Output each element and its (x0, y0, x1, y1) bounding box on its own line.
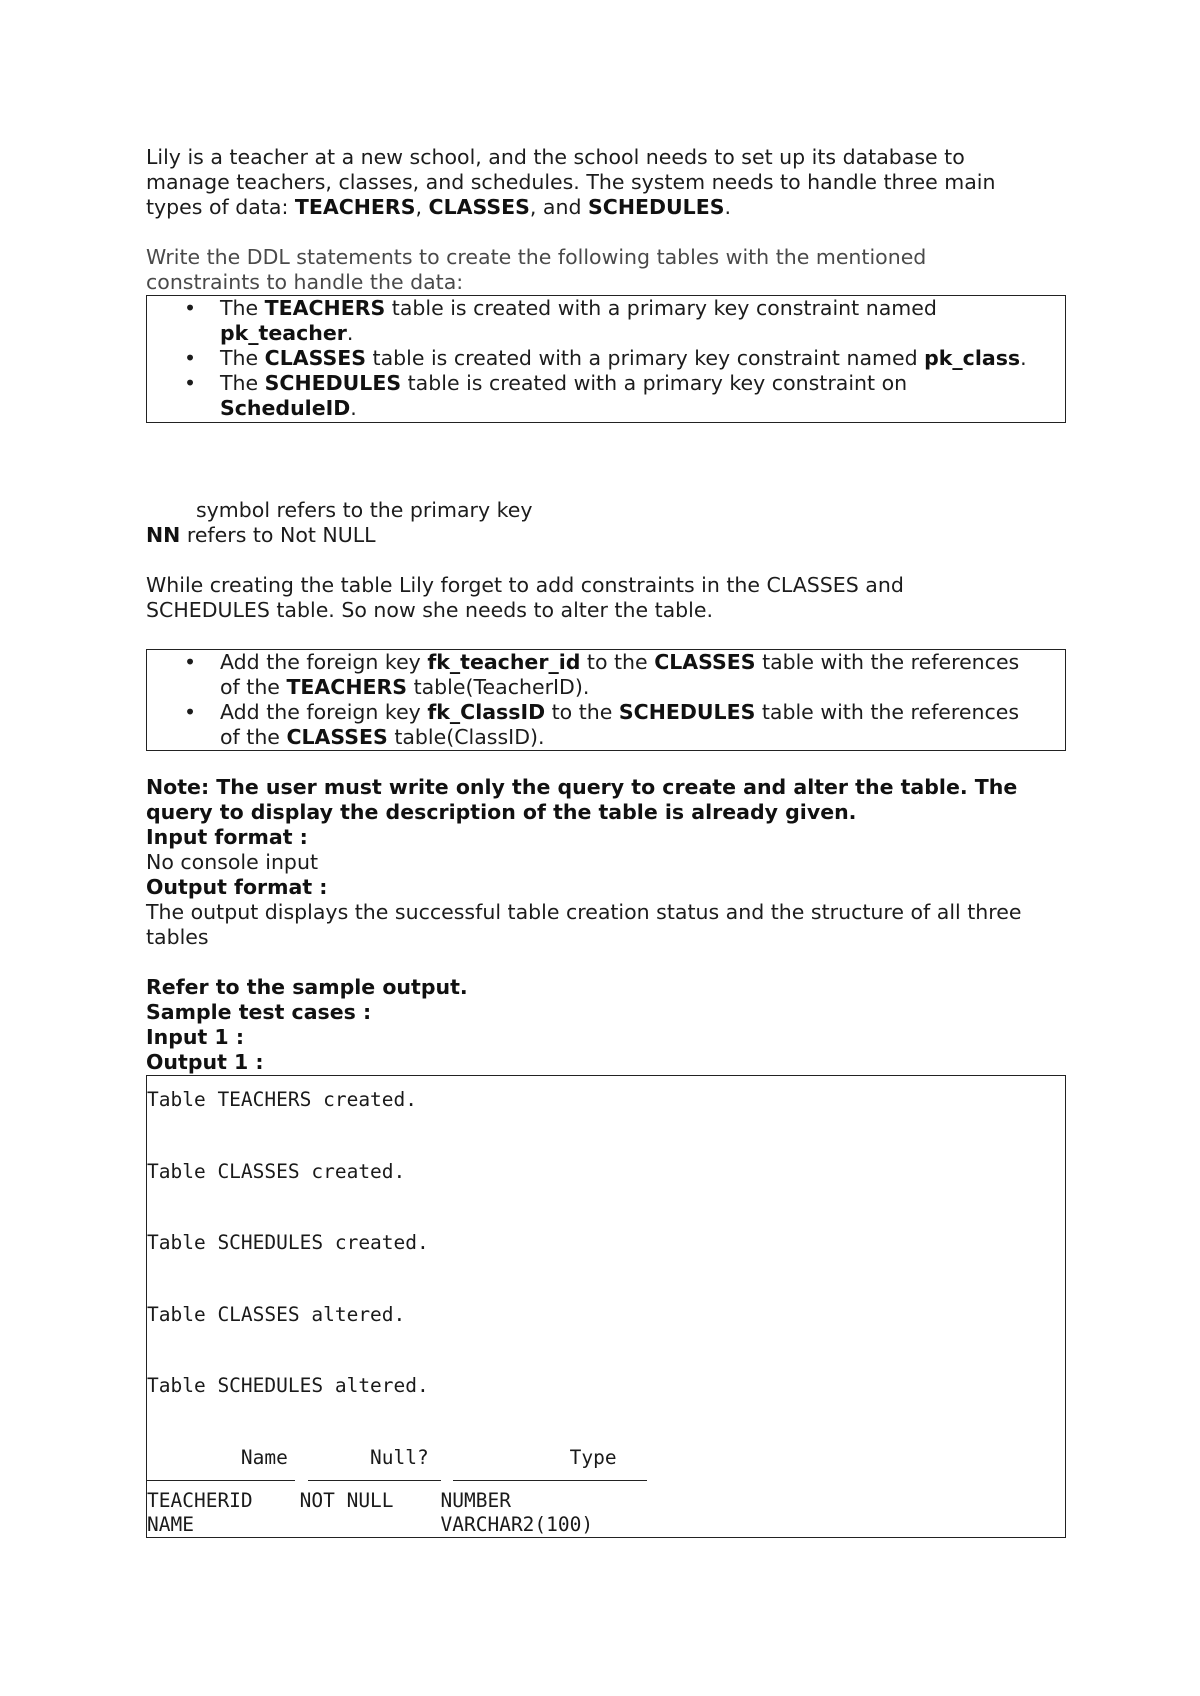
intro-line-3: types of data: TEACHERS, CLASSES, and SCHEDULES. (146, 195, 732, 219)
bullet-icon: • (184, 700, 197, 724)
classes-keyword: CLASSES (428, 195, 530, 219)
output-line-4: Table CLASSES altered. (147, 1302, 406, 1326)
bullet-icon: • (184, 296, 197, 320)
alter-requirements-box (146, 649, 1066, 751)
schedules-keyword: SCHEDULES (588, 195, 725, 219)
requirement-teachers: • The TEACHERS table is created with a primary key constraint named pk_teacher. (184, 296, 937, 345)
requirement-classes: • The CLASSES table is created with a primary key constraint named pk_class. (184, 346, 1027, 370)
sample-test-cases: Sample test cases : (146, 1000, 372, 1024)
ddl-prompt-line-1: Write the DDL statements to create the following tables with the mentioned (146, 245, 927, 269)
requirement-fk-class: • Add the foreign key fk_ClassID to the SCHEDULES table with the references of the CLASSES table(ClassID). (184, 700, 1020, 749)
requirement-schedules: • The SCHEDULES table is created with a primary key constraint on ScheduleID. (184, 371, 908, 420)
document-page (146, 145, 1066, 1538)
note-line-1: Note: The user must write only the query to create and alter the table. The (146, 775, 1018, 799)
output-line-2: Table CLASSES created. (147, 1159, 406, 1183)
output-line-1: Table TEACHERS created. (147, 1088, 418, 1111)
alter-intro-line-2: SCHEDULES table. So now she needs to alter the table. (146, 598, 714, 622)
output-format-line-2: tables (146, 925, 209, 949)
refer-sample: Refer to the sample output. (146, 975, 468, 999)
bullet-icon: • (184, 650, 197, 674)
intro-line-1: Lily is a teacher at a new school, and the school needs to set up its database to (146, 145, 965, 169)
alter-intro-line-1: While creating the table Lily forget to add constraints in the CLASSES and (146, 573, 904, 597)
describe-row-teacherid: TEACHERID NOT NULL NUMBER (147, 1488, 511, 1512)
primary-key-legend: symbol refers to the primary key (196, 498, 533, 522)
ddl-prompt-line-2: constraints to handle the data: (146, 270, 464, 294)
output-line-3: Table SCHEDULES created. (147, 1231, 429, 1254)
output-format-line-1: The output displays the successful table creation status and the structure of all three (146, 900, 1022, 924)
requirement-fk-teacher: • Add the foreign key fk_teacher_id to the CLASSES table with the references of the TEACHERS table(TeacherID). (184, 650, 1020, 699)
bullet-icon: • (184, 346, 197, 370)
output-line-5: Table SCHEDULES altered. (147, 1374, 429, 1397)
bullet-icon: • (184, 371, 197, 395)
intro-line-2: manage teachers, classes, and schedules. The system needs to handle three main (146, 170, 996, 194)
teachers-keyword: TEACHERS (294, 195, 416, 219)
note-line-2: query to display the description of the table is already given. (146, 800, 857, 824)
output-format-label: Output format : (146, 875, 328, 899)
input-1-label: Input 1 : (146, 1025, 245, 1049)
describe-underline (147, 1470, 1065, 1489)
describe-row-name: NAME VARCHAR2(100) (147, 1512, 594, 1536)
sample-output-box (146, 1075, 1066, 1538)
input-format-value: No console input (146, 850, 318, 874)
input-format-label: Input format : (146, 825, 308, 849)
create-requirements-box (146, 295, 1066, 423)
output-1-label: Output 1 : (146, 1050, 264, 1074)
describe-header: Name Null? Type (147, 1445, 617, 1469)
not-null-legend: NN refers to Not NULL (146, 523, 376, 547)
